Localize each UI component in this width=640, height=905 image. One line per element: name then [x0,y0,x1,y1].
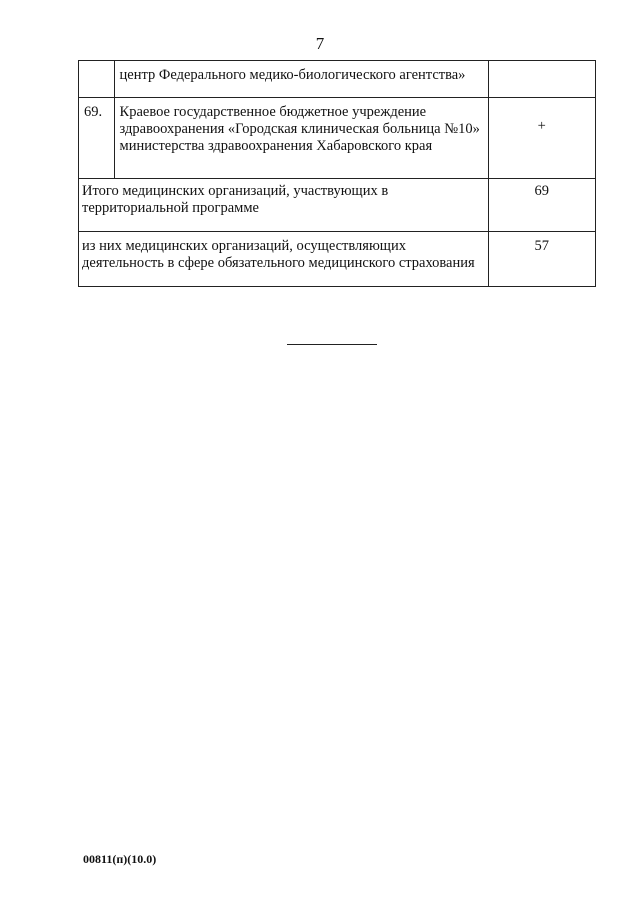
document-code: 00811(п)(10.0) [83,852,157,866]
row-name-cell: Краевое государственное бюджетное учреждение здравоохранения «Городская клиническая больница №10» министерства здравоохранения Хабаровского края [114,98,488,179]
table-row [79,61,596,98]
row-value-cell: + [488,98,595,179]
total-label: Итого медицинских организаций, участвующих в территориальной программе [79,179,489,232]
row-number-cell [79,61,115,98]
end-divider [287,344,377,345]
row-value-cell [488,61,595,98]
table-row [79,98,596,179]
row-number-cell: 69. [79,98,115,179]
omc-row [79,232,596,287]
page-number: 7 [315,34,325,53]
total-value: 69 [488,179,595,232]
omc-label: из них медицинских организаций, осуществляющих деятельность в сфере обязательного медицинского страхования [79,232,489,287]
omc-value: 57 [488,232,595,287]
row-name-cell: центр Федерального медико-биологического агентства» [114,61,488,98]
total-row [79,179,596,232]
organizations-table [78,60,596,287]
